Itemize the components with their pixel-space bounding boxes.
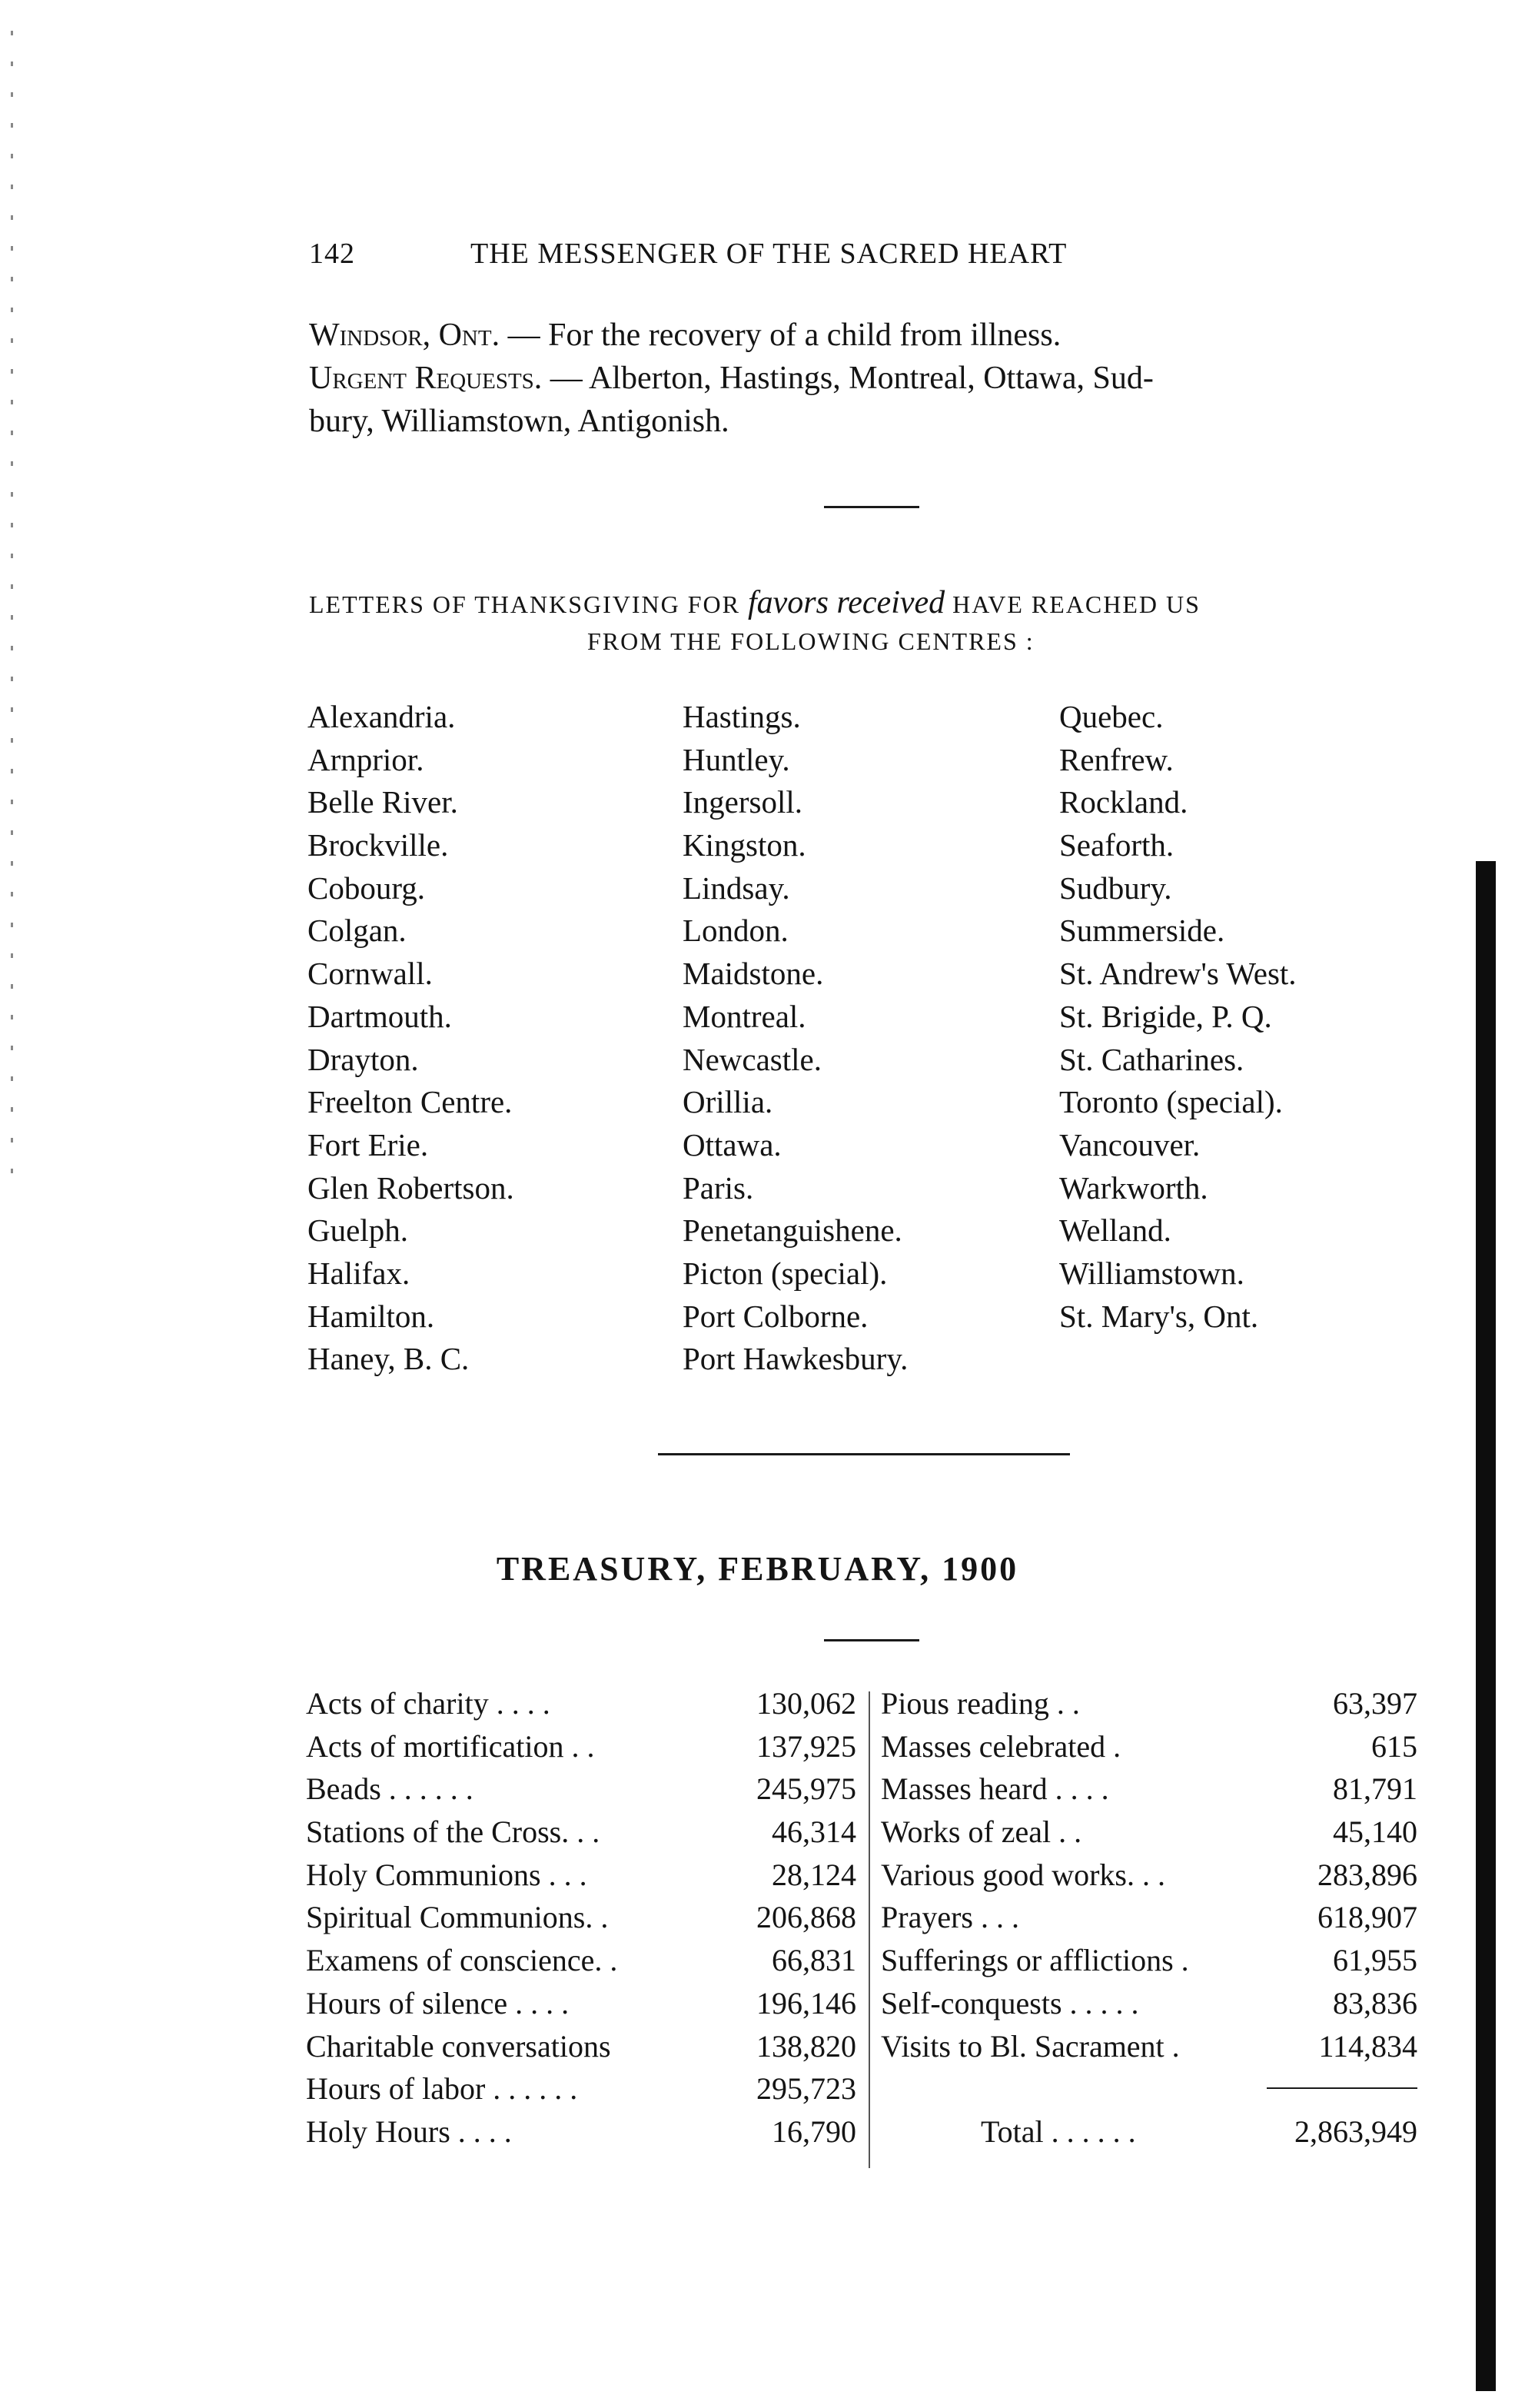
scan-edge-shadow xyxy=(1476,861,1496,2391)
list-item: Ottawa. xyxy=(683,1126,782,1162)
total-rule xyxy=(1267,2087,1417,2089)
list-item: Summerside. xyxy=(1059,913,1225,949)
windsor-line xyxy=(309,317,1061,354)
list-item: Sudbury. xyxy=(1059,870,1172,906)
list-item: Cobourg. xyxy=(307,870,426,906)
list-item: Paris. xyxy=(683,1169,754,1206)
list-item: St. Mary's, Ont. xyxy=(1059,1298,1259,1334)
centres-column-3 xyxy=(1059,696,1297,1338)
treasury-row: Beads . . . . . . 245,975 xyxy=(306,1771,856,1807)
list-item: Hamilton. xyxy=(307,1298,435,1334)
list-item: Penetanguishene. xyxy=(683,1212,902,1249)
list-item: Belle River. xyxy=(307,784,458,820)
list-item: Glen Robertson. xyxy=(307,1169,514,1206)
total-label: Total . . . . . . xyxy=(981,2114,1136,2149)
treasury-row: Spiritual Communions. . 206,868 xyxy=(306,1900,856,1935)
list-item: Maidstone. xyxy=(683,956,824,992)
thanksgiving-heading-line2: FROM THE FOLLOWING CENTRES : xyxy=(587,627,1035,655)
thanksgiving-heading-part1: LETTERS OF THANKSGIVING FOR xyxy=(309,590,740,618)
treasury-column-divider xyxy=(869,1691,870,2168)
list-item: Dartmouth. xyxy=(307,998,452,1034)
treasury-row: Acts of charity . . . . 130,062 xyxy=(306,1686,856,1721)
treasury-row: Self-conquests . . . . . 83,836 xyxy=(881,1985,1417,2021)
total-value: 2,863,949 xyxy=(1294,2114,1417,2149)
treasury-row: Hours of labor . . . . . . 295,723 xyxy=(306,2071,856,2107)
list-item: St. Catharines. xyxy=(1059,1041,1244,1077)
list-item: Halifax. xyxy=(307,1255,410,1291)
list-item: Montreal. xyxy=(683,998,806,1034)
list-item: Colgan. xyxy=(307,913,407,949)
treasury-row: Masses celebrated . 615 xyxy=(881,1728,1417,1764)
treasury-row: Hours of silence . . . . 196,146 xyxy=(306,1985,856,2021)
section-divider xyxy=(824,506,919,508)
page-number: 142 xyxy=(309,238,355,270)
running-title: THE MESSENGER OF THE SACRED HEART xyxy=(470,238,1068,270)
list-item: Ingersoll. xyxy=(683,784,802,820)
urgent-line-2: bury, Williamstown, Antigonish. xyxy=(309,404,729,439)
list-item: Brockville. xyxy=(307,827,449,863)
running-head xyxy=(309,237,1067,271)
treasury-row: Sufferings or afflictions . 61,955 xyxy=(881,1943,1417,1978)
treasury-left-column xyxy=(306,1682,856,2154)
treasury-row: Acts of mortification . . 137,925 xyxy=(306,1728,856,1764)
centres-column-1 xyxy=(307,696,514,1381)
list-item: St. Andrew's West. xyxy=(1059,956,1297,992)
list-item: Port Colborne. xyxy=(683,1298,869,1334)
thanksgiving-heading-part2: HAVE REACHED US xyxy=(952,590,1201,618)
list-item: Renfrew. xyxy=(1059,741,1174,777)
treasury-row: Examens of conscience. . 66,831 xyxy=(306,1943,856,1978)
list-item: Fort Erie. xyxy=(307,1126,429,1162)
list-item: Quebec. xyxy=(1059,699,1164,734)
list-item: Lindsay. xyxy=(683,870,790,906)
urgent-label: Urgent Requests. xyxy=(309,361,543,396)
centres-column-2 xyxy=(683,696,908,1381)
list-item: Huntley. xyxy=(683,741,790,777)
treasury-row: Visits to Bl. Sacrament . 114,834 xyxy=(881,2028,1417,2064)
list-item: Picton (special). xyxy=(683,1255,888,1291)
treasury-row: Holy Communions . . . 28,124 xyxy=(306,1857,856,1892)
treasury-right-column xyxy=(881,1682,1417,2154)
scan-margin-marks xyxy=(11,31,13,1184)
treasury-row: Stations of the Cross. . . 46,314 xyxy=(306,1814,856,1850)
treasury-row: Prayers . . . 618,907 xyxy=(881,1900,1417,1935)
windsor-label: Windsor, Ont. xyxy=(309,318,500,353)
treasury-row: Holy Hours . . . . 16,790 xyxy=(306,2114,856,2149)
section-divider-long xyxy=(658,1453,1070,1455)
list-item: Freelton Centre. xyxy=(307,1084,513,1120)
list-item: Williamstown. xyxy=(1059,1255,1244,1291)
list-item: London. xyxy=(683,913,789,949)
treasury-total-row xyxy=(881,2110,1417,2154)
list-item: Kingston. xyxy=(683,827,806,863)
thanksgiving-heading-italic: favors received xyxy=(747,585,945,620)
treasury-divider xyxy=(824,1639,919,1641)
windsor-text: — For the recovery of a child from illness. xyxy=(507,318,1061,353)
urgent-line-1 xyxy=(309,360,1154,397)
list-item: Orillia. xyxy=(683,1084,773,1120)
list-item: Welland. xyxy=(1059,1212,1171,1249)
treasury-row: Various good works. . . 283,896 xyxy=(881,1857,1417,1892)
treasury-row: Masses heard . . . . 81,791 xyxy=(881,1771,1417,1807)
list-item: Rockland. xyxy=(1059,784,1188,820)
list-item: Alexandria. xyxy=(307,699,456,734)
urgent-text: — Alberton, Hastings, Montreal, Ottawa, Sud- xyxy=(550,361,1154,396)
list-item: Port Hawkesbury. xyxy=(683,1341,909,1377)
treasury-total-rule-row xyxy=(881,2067,1417,2110)
list-item: Newcastle. xyxy=(683,1041,822,1077)
list-item: Cornwall. xyxy=(307,956,433,992)
list-item: Drayton. xyxy=(307,1041,419,1077)
list-item: Arnprior. xyxy=(307,741,424,777)
list-item: Vancouver. xyxy=(1059,1126,1201,1162)
list-item: Guelph. xyxy=(307,1212,408,1249)
list-item: Hastings. xyxy=(683,699,801,734)
thanksgiving-heading xyxy=(309,584,1201,621)
list-item: Seaforth. xyxy=(1059,827,1174,863)
list-item: Warkworth. xyxy=(1059,1169,1208,1206)
list-item: Toronto (special). xyxy=(1059,1084,1283,1120)
list-item: Haney, B. C. xyxy=(307,1341,470,1377)
treasury-title: TREASURY, FEBRUARY, 1900 xyxy=(496,1550,1019,1588)
treasury-row: Works of zeal . . 45,140 xyxy=(881,1814,1417,1850)
treasury-row: Pious reading . . 63,397 xyxy=(881,1686,1417,1721)
treasury-row: Charitable conversations 138,820 xyxy=(306,2028,856,2064)
list-item: St. Brigide, P. Q. xyxy=(1059,998,1272,1034)
